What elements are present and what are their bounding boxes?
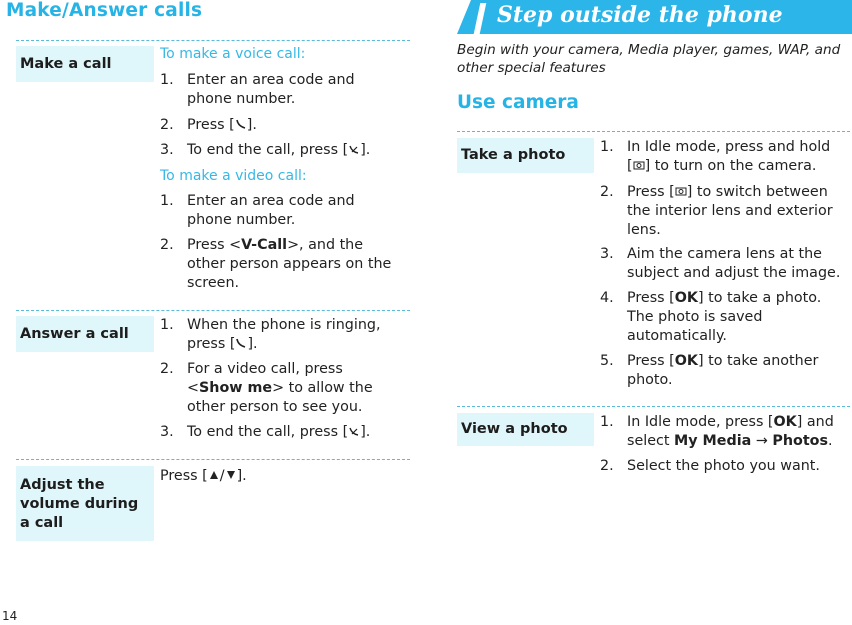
voice-call-subtitle: To make a voice call: [160,46,306,62]
volume-instruction: Press [ / ]. [160,468,247,484]
banner-notch [457,0,471,34]
video-call-subtitle: To make a video call: [160,168,307,184]
call-key-icon [235,337,247,349]
divider [457,131,850,132]
page-number: 14 [2,609,18,623]
divider [16,459,410,460]
volume-down-icon [225,469,237,481]
camera-key-icon [675,185,687,197]
label-take-a-photo: Take a photo [457,138,594,173]
chapter-intro: Begin with your camera, Media player, games, WAP, and other special features [457,42,841,76]
section-heading-use-camera: Use camera [457,92,579,113]
label-answer-a-call: Answer a call [16,316,154,352]
section-heading-make-answer-calls: Make/Answer calls [6,0,203,21]
volume-up-icon [208,469,220,481]
chapter-title: Step outside the phone [497,2,783,28]
divider [16,40,410,41]
divider [16,310,410,311]
end-call-key-icon [348,425,360,437]
end-call-key-icon [348,143,360,155]
camera-key-icon [633,159,645,171]
divider [457,406,850,407]
label-make-a-call: Make a call [16,46,154,82]
label-view-a-photo: View a photo [457,413,594,446]
label-adjust-volume: Adjust the volume during a call [16,466,154,541]
call-key-icon [235,118,247,130]
chapter-banner [457,0,852,34]
banner-accent-bar [474,3,487,34]
